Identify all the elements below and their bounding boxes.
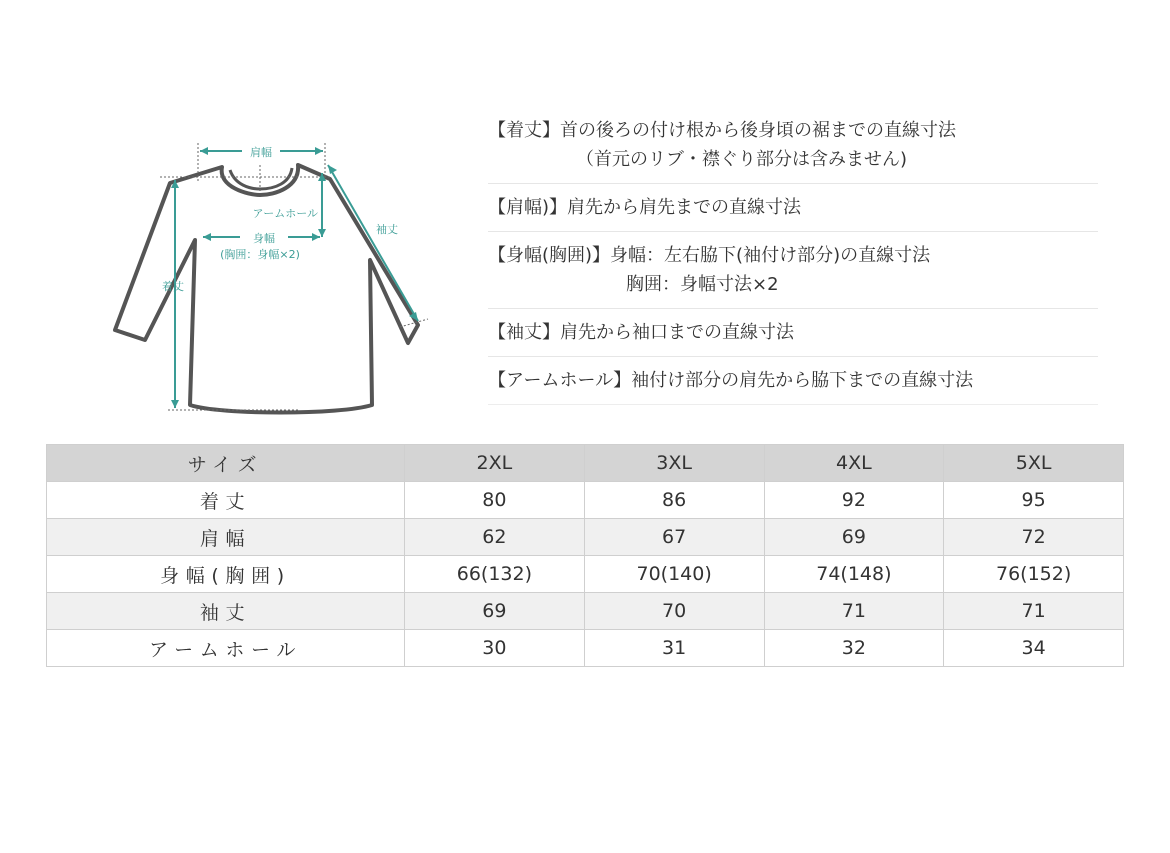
shoulder-label: 肩幅 [250, 146, 272, 159]
table-cell: 66(132) [405, 556, 585, 593]
row-label: 袖丈 [47, 593, 405, 630]
table-cell: 31 [584, 630, 764, 667]
body-width-note: (胸囲：身幅×2) [220, 248, 300, 261]
table-cell: 80 [405, 482, 585, 519]
table-cell: 34 [944, 630, 1124, 667]
shirt-illustration [100, 125, 440, 425]
table-cell: 69 [764, 519, 944, 556]
sleeve-label: 袖丈 [376, 223, 398, 236]
definition-text: 袖付け部分の肩先から脇下までの直線寸法 [631, 370, 974, 391]
table-header: 2XL [405, 445, 585, 482]
table-cell: 32 [764, 630, 944, 667]
table-cell: 70(140) [584, 556, 764, 593]
body-width-label: 身幅 [253, 232, 275, 245]
table-cell: 86 [584, 482, 764, 519]
row-label: 肩幅 [47, 519, 405, 556]
table-cell: 76(152) [944, 556, 1124, 593]
length-label: 着丈 [162, 280, 184, 293]
definition-text: 首の後ろの付け根から後身頃の裾までの直線寸法 [560, 120, 956, 141]
table-cell: 74(148) [764, 556, 944, 593]
table-cell: 70 [584, 593, 764, 630]
table-header: 3XL [584, 445, 764, 482]
size-table [46, 444, 1124, 667]
table-cell: 67 [584, 519, 764, 556]
table-cell: 30 [405, 630, 585, 667]
table-header: サイズ [47, 445, 405, 482]
shirt-outline [115, 165, 418, 413]
definition-length [488, 112, 1098, 184]
definition-sleeve [488, 309, 1098, 357]
table-header: 4XL [764, 445, 944, 482]
definition-text: 肩先から袖口までの直線寸法 [560, 322, 794, 343]
table-row [47, 630, 1124, 667]
definition-term: 【アームホール】 [488, 370, 632, 391]
definition-shoulder [488, 184, 1098, 232]
row-label: 身幅(胸囲) [47, 556, 405, 593]
table-cell: 95 [944, 482, 1124, 519]
row-label: アームホール [47, 630, 405, 667]
table-row [47, 556, 1124, 593]
definition-term: 【着丈】 [488, 120, 560, 141]
definition-text: 身幅：左右脇下(袖付け部分)の直線寸法 [610, 245, 931, 266]
definition-term: 【身幅(胸囲)】 [488, 245, 611, 266]
measurement-definitions [488, 112, 1098, 405]
definition-text: 肩先から肩先までの直線寸法 [567, 197, 802, 218]
table-header-row [47, 445, 1124, 482]
armhole-label: アームホール [252, 207, 318, 220]
definition-body-width [488, 232, 1098, 309]
definition-armhole [488, 357, 1098, 405]
table-cell: 71 [764, 593, 944, 630]
definition-note: （首元のリブ・襟ぐり部分は含みません) [576, 149, 908, 170]
row-label: 着丈 [47, 482, 405, 519]
definition-term: 【袖丈】 [488, 322, 560, 343]
table-row [47, 482, 1124, 519]
table-row [47, 593, 1124, 630]
table-cell: 69 [405, 593, 585, 630]
definition-note: 胸囲：身幅寸法×2 [626, 274, 779, 295]
definition-term: 【肩幅)】 [488, 197, 568, 218]
table-header: 5XL [944, 445, 1124, 482]
table-cell: 71 [944, 593, 1124, 630]
table-cell: 72 [944, 519, 1124, 556]
garment-diagram [100, 125, 440, 425]
table-row [47, 519, 1124, 556]
table-cell: 92 [764, 482, 944, 519]
table-cell: 62 [405, 519, 585, 556]
collar-line [230, 168, 292, 189]
sleeve-arrow [328, 165, 418, 321]
